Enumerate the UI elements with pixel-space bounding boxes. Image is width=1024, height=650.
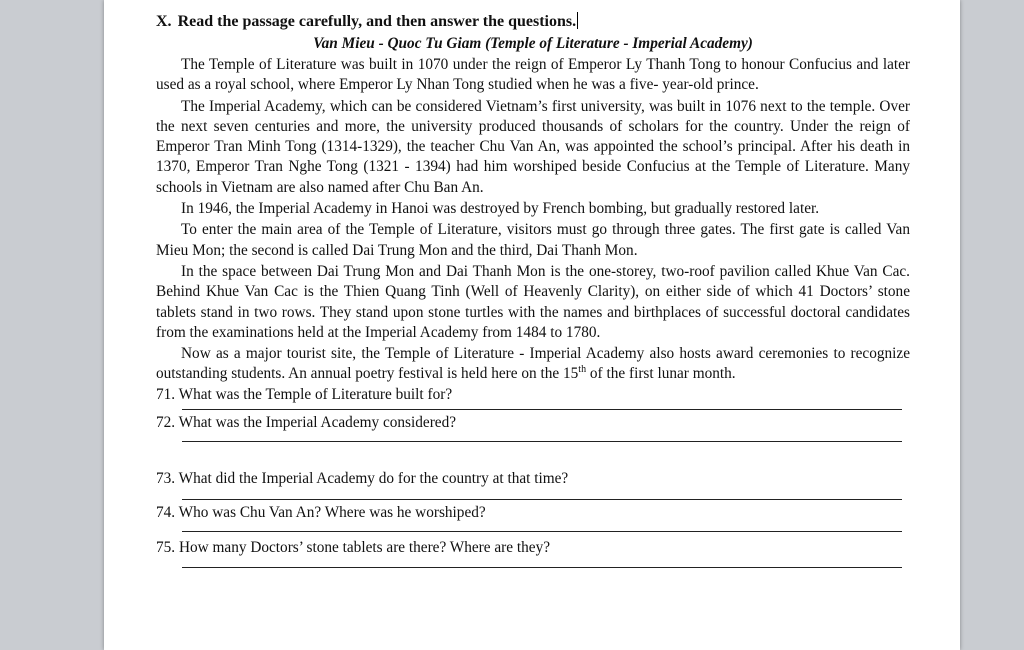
section-number: X.: [156, 13, 172, 30]
section-instruction: Read the passage carefully, and then answer the questions.: [177, 13, 577, 30]
passage-title: Van Mieu - Quoc Tu Giam (Temple of Literature - Imperial Academy): [313, 35, 753, 52]
question-71: 71. What was the Temple of Literature built for?: [156, 385, 453, 403]
paragraph-4: To enter the main area of the Temple of Literature, visitors must go through three gates. The first gate is called Van Mieu Mon; the second is called Dai Trung Mon and the third, Dai Thanh Mon.: [156, 221, 910, 259]
ordinal-suffix: th: [578, 364, 587, 376]
question-74: 74. Who was Chu Van An? Where was he worshiped?: [156, 503, 486, 521]
section-heading: [156, 11, 910, 33]
answer-line-73[interactable]: [182, 499, 902, 500]
question-75: 75. How many Doctors’ stone tablets are there? Where are they?: [156, 538, 551, 556]
answer-line-75[interactable]: [182, 567, 902, 568]
paragraph-5: In the space between Dai Trung Mon and Dai Thanh Mon is the one-storey, two-roof pavilion called Khue Van Cac. Behind Khue Van Cac is the Thien Quang Tinh (Well of Heavenly Clarity), on either side of which 41 Doctors’ stone tablets stand in two rows. They stand upon stone turtles with the names and birthplaces of successful doctoral candidates from the examinations held at the Imperial Academy from 1484 to 1780.: [156, 262, 910, 341]
answer-line-71[interactable]: [182, 409, 902, 410]
question-73: 73. What did the Imperial Academy do for the country at that time?: [156, 470, 569, 488]
answer-line-74[interactable]: [182, 531, 902, 532]
paragraph-6: [156, 344, 910, 385]
document-page: [104, 0, 960, 650]
paragraph-1: The Temple of Literature was built in 1070 under the reign of Emperor Ly Thanh Tong to honour Confucius and later used as a royal school, where Emperor Ly Nhan Tong studied when he was a five- year-old prince.: [156, 56, 910, 94]
paragraph-6-tail: of the first lunar month.: [586, 365, 736, 383]
paragraph-2: The Imperial Academy, which can be considered Vietnam’s first university, was built in 1076 next to the temple. Over the next seven centuries and more, the university produced thousands of scholars for the country. Under the reign of Emperor Tran Minh Tong (1314-1329), the teacher Chu Van An, was appointed the school’s principal. After his death in 1370, Emperor Tran Nghe Tong (1321 - 1394) had him worshiped beside Confucius at the Temple of Literature. Many schools in Vietnam are also named after Chu Ban An.: [156, 97, 910, 196]
paragraph-3: In 1946, the Imperial Academy in Hanoi was destroyed by French bombing, but gradually restored later.: [181, 200, 820, 218]
answer-line-72[interactable]: [182, 441, 902, 442]
document-content: [156, 11, 910, 568]
text-cursor: [577, 12, 578, 29]
question-72: 72. What was the Imperial Academy considered?: [156, 414, 457, 432]
paragraph-6-text: Now as a major tourist site, the Temple of Literature - Imperial Academy also hosts award ceremonies to recognize outstanding students. An annual poetry festival is held here on the 15: [156, 345, 910, 383]
